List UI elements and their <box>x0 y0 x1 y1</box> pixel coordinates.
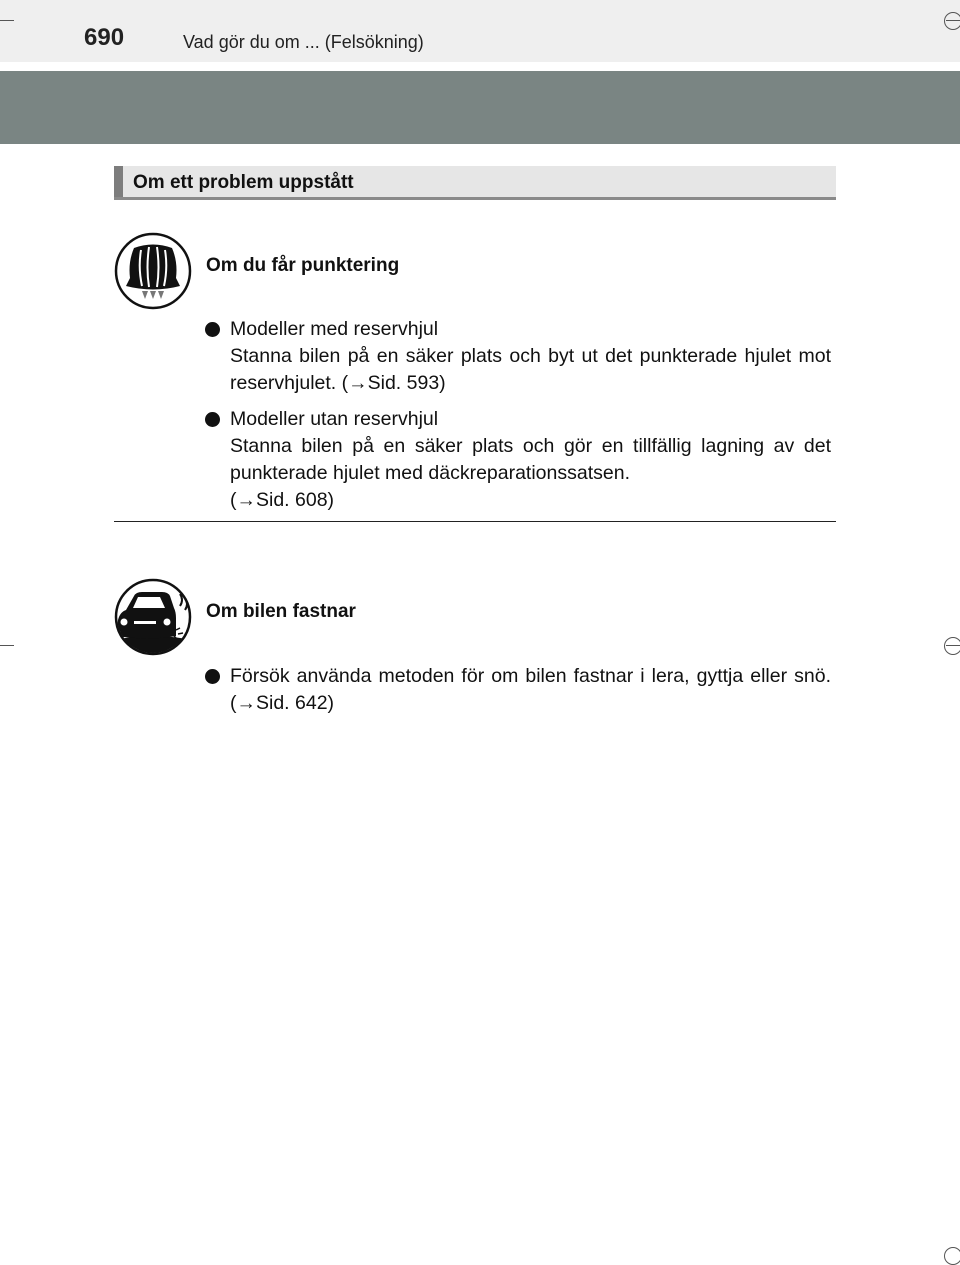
header-band <box>0 71 960 144</box>
section-header <box>114 166 836 200</box>
registration-mark <box>944 637 960 655</box>
bullet-icon <box>205 322 220 337</box>
bullet-icon <box>205 412 220 427</box>
page-header-bar <box>0 0 960 62</box>
item-text: Stanna bilen på en säker plats och gör en tillfällig lagning av det punkterade hjulet med däckreparationssatsen. <box>230 435 831 484</box>
page-number: 690 <box>84 24 125 51</box>
registration-mark <box>944 12 960 30</box>
section-accent-bar <box>114 166 123 197</box>
crop-mark <box>0 20 14 21</box>
list-item <box>205 406 831 514</box>
list-item <box>205 316 831 397</box>
item-text: Stanna bilen på en säker plats och byt ut det punkterade hjulet mot reservhjulet. (→Sid. 593) <box>230 345 831 394</box>
crop-mark <box>0 645 14 646</box>
item-heading: Modeller med reservhjul <box>230 318 439 340</box>
registration-mark <box>944 1247 960 1265</box>
bullet-icon <box>205 669 220 684</box>
page-title: Vad gör du om ... (Felsökning) <box>183 32 424 52</box>
stuck-title: Om bilen fastnar <box>206 601 356 622</box>
list-item <box>205 663 831 717</box>
stuck-car-icon <box>114 578 192 656</box>
divider <box>114 521 836 522</box>
item-text: Försök använda metoden för om bilen fastnar i lera, gyttja eller snö. (→Sid. 642) <box>230 665 831 714</box>
item-heading: Modeller utan reservhjul <box>230 408 439 430</box>
puncture-title: Om du får punktering <box>206 255 400 276</box>
item-reference: (→Sid. 608) <box>230 489 335 511</box>
section-title: Om ett problem uppstått <box>133 172 354 193</box>
flat-tire-icon <box>114 232 192 310</box>
